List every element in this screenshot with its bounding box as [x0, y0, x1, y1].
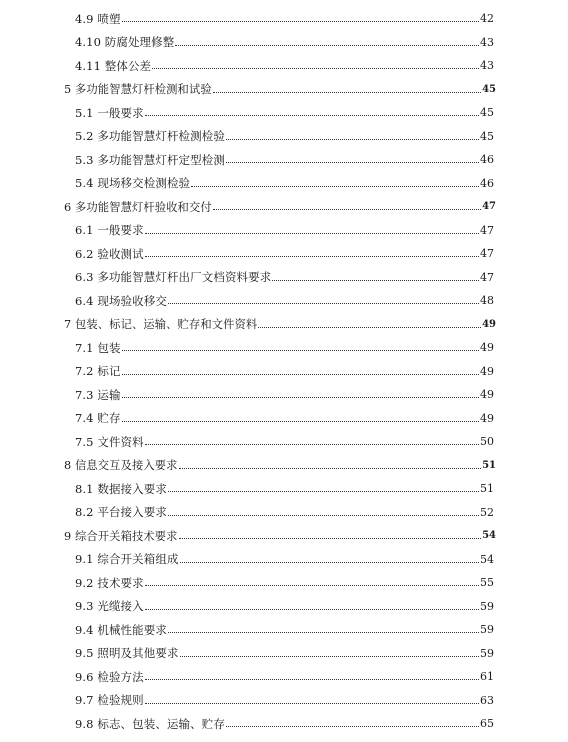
toc-section-entry[interactable]	[0, 430, 568, 454]
toc-page-number: 43	[480, 35, 494, 49]
dot-leader	[168, 515, 479, 516]
toc-page-number: 48	[480, 294, 494, 308]
dot-leader	[122, 350, 479, 351]
toc-chapter-entry[interactable]	[0, 313, 568, 337]
dot-leader	[168, 491, 479, 492]
toc-page-number: 46	[480, 153, 494, 167]
toc-entry-title: 5 多功能智慧灯杆检测和试验	[64, 83, 212, 97]
toc-entry-title: 4.9 喷塑	[75, 11, 121, 26]
toc-section-entry[interactable]	[0, 148, 568, 172]
toc-entry-title: 7.2 标记	[75, 364, 121, 379]
toc-entry-title: 9.4 机械性能要求	[75, 622, 167, 637]
toc-page-number: 47	[482, 201, 496, 213]
toc-page-number: 45	[480, 129, 494, 143]
toc-entry-title: 7.1 包装	[75, 340, 121, 355]
toc-entry-title: 7.4 贮存	[75, 411, 121, 426]
dot-leader	[122, 21, 479, 22]
toc-section-entry[interactable]	[0, 54, 568, 78]
toc-section-entry[interactable]	[0, 571, 568, 595]
toc-page-number: 55	[480, 576, 494, 590]
dot-leader	[122, 421, 479, 422]
dot-leader	[145, 609, 479, 610]
toc-page-number: 42	[480, 12, 494, 26]
toc-section-entry[interactable]	[0, 7, 568, 31]
toc-section-entry[interactable]	[0, 31, 568, 55]
dot-leader	[226, 139, 479, 140]
toc-section-entry[interactable]	[0, 548, 568, 572]
toc-page-number: 59	[480, 623, 494, 637]
toc-page-number: 59	[480, 599, 494, 613]
toc-section-entry[interactable]	[0, 618, 568, 642]
toc-entry-title: 9.8 标志、包装、运输、贮存	[75, 716, 225, 731]
toc-page-number: 49	[480, 364, 494, 378]
toc-section-entry[interactable]	[0, 501, 568, 525]
toc-entry-title: 9.6 检验方法	[75, 669, 144, 684]
toc-page-number: 45	[482, 83, 496, 95]
toc-section-entry[interactable]	[0, 360, 568, 384]
toc-section-entry[interactable]	[0, 125, 568, 149]
dot-leader	[226, 162, 479, 163]
toc-page-number: 49	[480, 341, 494, 355]
toc-section-entry[interactable]	[0, 712, 568, 736]
dot-leader	[168, 303, 479, 304]
dot-leader	[145, 703, 479, 704]
dot-leader	[175, 45, 479, 46]
toc-entry-title: 6.2 验收测试	[75, 246, 144, 261]
toc-page-number: 49	[480, 388, 494, 402]
toc-entry-title: 8 信息交互及接入要求	[64, 459, 178, 473]
toc-section-entry[interactable]	[0, 477, 568, 501]
toc-section-entry[interactable]	[0, 595, 568, 619]
dot-leader	[272, 280, 479, 281]
toc-section-entry[interactable]	[0, 266, 568, 290]
toc-page-number: 46	[480, 176, 494, 190]
toc-entry-title: 8.1 数据接入要求	[75, 481, 167, 496]
toc-entry-title: 9.5 照明及其他要求	[75, 646, 179, 661]
toc-entry-title: 9.7 检验规则	[75, 693, 144, 708]
dot-leader	[213, 209, 481, 210]
toc-entry-title: 6.4 现场验收移交	[75, 293, 167, 308]
toc-page-number: 49	[482, 318, 496, 330]
toc-entry-title: 7.3 运输	[75, 387, 121, 402]
dot-leader	[152, 68, 479, 69]
toc-entry-title: 6 多功能智慧灯杆验收和交付	[64, 200, 212, 214]
toc-entry-title: 9.3 光缆接入	[75, 599, 144, 614]
toc-section-entry[interactable]	[0, 689, 568, 713]
dot-leader	[145, 679, 479, 680]
toc-entry-title: 5.2 多功能智慧灯杆检测检验	[75, 129, 225, 144]
toc-entry-title: 9.2 技术要求	[75, 575, 144, 590]
toc-section-entry[interactable]	[0, 172, 568, 196]
dot-leader	[122, 374, 479, 375]
toc-page-number: 47	[480, 270, 494, 284]
dot-leader	[226, 726, 479, 727]
table-of-contents	[0, 7, 568, 736]
dot-leader	[179, 468, 482, 469]
dot-leader	[145, 233, 479, 234]
toc-page-number: 47	[480, 223, 494, 237]
toc-page-number: 52	[480, 505, 494, 519]
dot-leader	[180, 562, 479, 563]
toc-chapter-entry[interactable]	[0, 78, 568, 102]
toc-page-number: 51	[480, 482, 494, 496]
dot-leader	[145, 585, 479, 586]
toc-chapter-entry[interactable]	[0, 454, 568, 478]
toc-page-number: 43	[480, 59, 494, 73]
toc-section-entry[interactable]	[0, 242, 568, 266]
toc-page-number: 49	[480, 411, 494, 425]
toc-section-entry[interactable]	[0, 219, 568, 243]
dot-leader	[191, 186, 479, 187]
toc-entry-title: 7 包装、标记、运输、贮存和文件资料	[64, 318, 258, 332]
toc-section-entry[interactable]	[0, 101, 568, 125]
toc-section-entry[interactable]	[0, 407, 568, 431]
toc-entry-title: 7.5 文件资料	[75, 434, 144, 449]
dot-leader	[179, 538, 482, 539]
toc-section-entry[interactable]	[0, 336, 568, 360]
toc-page-number: 54	[480, 552, 494, 566]
dot-leader	[122, 397, 479, 398]
dot-leader	[145, 444, 479, 445]
dot-leader	[145, 115, 479, 116]
toc-entry-title: 8.2 平台接入要求	[75, 505, 167, 520]
toc-entry-title: 5.3 多功能智慧灯杆定型检测	[75, 152, 225, 167]
toc-entry-title: 6.1 一般要求	[75, 223, 144, 238]
dot-leader	[258, 327, 481, 328]
dot-leader	[168, 632, 479, 633]
toc-page-number: 47	[480, 247, 494, 261]
toc-entry-title: 4.10 防腐处理修整	[75, 35, 175, 50]
toc-section-entry[interactable]	[0, 642, 568, 666]
toc-entry-title: 9.1 综合开关箱组成	[75, 552, 179, 567]
toc-page-number: 50	[480, 435, 494, 449]
toc-section-entry[interactable]	[0, 665, 568, 689]
toc-chapter-entry[interactable]	[0, 524, 568, 548]
dot-leader	[145, 256, 479, 257]
toc-page-number: 51	[482, 459, 496, 471]
toc-page-number: 65	[480, 717, 494, 731]
toc-entry-title: 9 综合开关箱技术要求	[64, 529, 178, 543]
toc-entry-title: 4.11 整体公差	[75, 58, 152, 73]
toc-page-number: 61	[480, 670, 494, 684]
dot-leader	[213, 92, 481, 93]
dot-leader	[180, 656, 479, 657]
toc-entry-title: 5.1 一般要求	[75, 105, 144, 120]
toc-page-number: 54	[482, 530, 496, 542]
toc-entry-title: 6.3 多功能智慧灯杆出厂文档资料要求	[75, 270, 272, 285]
toc-entry-title: 5.4 现场移交检测检验	[75, 176, 191, 191]
toc-section-entry[interactable]	[0, 383, 568, 407]
toc-section-entry[interactable]	[0, 289, 568, 313]
toc-page-number: 45	[480, 106, 494, 120]
toc-chapter-entry[interactable]	[0, 195, 568, 219]
toc-page-number: 59	[480, 646, 494, 660]
toc-page-number: 63	[480, 693, 494, 707]
